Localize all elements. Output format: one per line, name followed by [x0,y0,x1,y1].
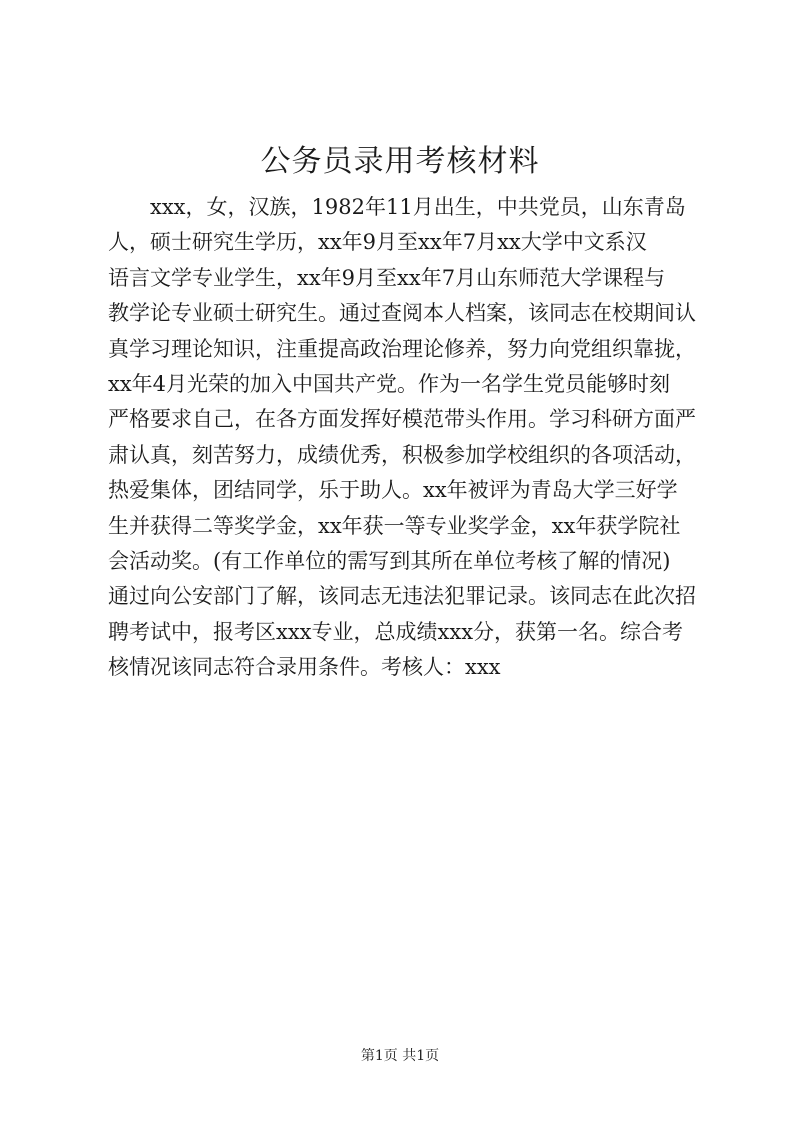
body-line: 严格要求自己，在各方面发挥好模范带头作用。学习科研方面严 [108,407,696,432]
body-line: 核情况该同志符合录用条件。考核人：xxx [108,655,501,680]
body-line: 热爱集体，团结同学，乐于助人。xx年被评为青岛大学三好学 [108,478,678,503]
page-number-footer: 第1页 共1页 [360,1048,440,1064]
body-line: xx年4月光荣的加入中国共产党。作为一名学生党员能够时刻 [108,371,671,396]
document-title: 公务员录用考核材料 [260,144,540,179]
body-line: 人，硕士研究生学历，xx年9月至xx年7月xx大学中文系汉 [108,230,647,255]
body-line: 聘考试中，报考区xxx专业，总成绩xxx分，获第一名。综合考 [108,619,684,644]
body-line: 教学论专业硕士研究生。通过查阅本人档案，该同志在校期间认 [108,301,696,326]
body-line: xxx，女，汉族，1982年11月出生，中共党员，山东青岛 [108,195,686,219]
body-line: 生并获得二等奖学金，xx年获一等专业奖学金，xx年获学院社 [108,513,681,538]
body-line: 真学习理论知识，注重提高政治理论修养，努力向党组织靠拢， [108,336,696,361]
body-line: 语言文学专业学生，xx年9月至xx年7月山东师范大学课程与 [108,265,666,290]
body-line: 通过向公安部门了解，该同志无违法犯罪记录。该同志在此次招 [108,584,696,609]
body-line: 肃认真，刻苦努力，成绩优秀，积极参加学校组织的各项活动， [108,442,696,467]
body-line: 会活动奖。(有工作单位的需写到其所在单位考核了解的情况) [108,548,671,573]
document-body [108,190,708,685]
